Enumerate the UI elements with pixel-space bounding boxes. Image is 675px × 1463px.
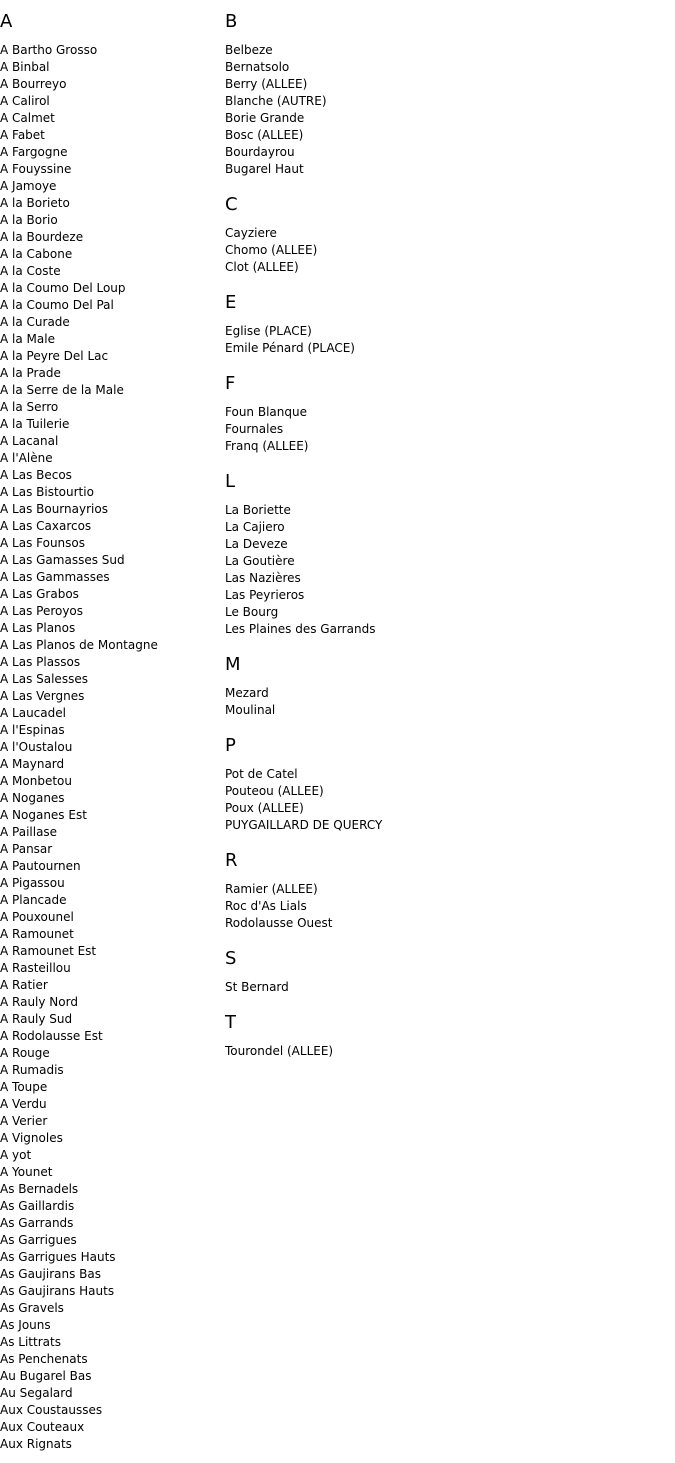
street-name-a-pouxounel: A Pouxounel bbox=[0, 910, 74, 924]
street-name-fournales: Fournales bbox=[225, 422, 284, 436]
letter-group-b bbox=[225, 11, 665, 178]
street-name-as-garrigues-hauts: As Garrigues Hauts bbox=[0, 1250, 116, 1264]
street-name-a-toupe: A Toupe bbox=[0, 1080, 48, 1094]
street-name-a-la-coumo-del-pal: A la Coumo Del Pal bbox=[0, 298, 114, 312]
street-name-les-plaines-des-garrands: Les Plaines des Garrands bbox=[225, 622, 376, 636]
street-name-a-la-peyre-del-lac: A la Peyre Del Lac bbox=[0, 349, 109, 363]
street-name-as-gaujirans-bas: As Gaujirans Bas bbox=[0, 1267, 101, 1281]
street-name-ramier-allee: Ramier (ALLEE) bbox=[225, 882, 318, 896]
street-name-la-goutiere: La Goutière bbox=[225, 554, 295, 568]
street-name-a-calmet: A Calmet bbox=[0, 111, 55, 125]
street-name-as-littrats: As Littrats bbox=[0, 1335, 61, 1349]
street-name-a-la-borio: A la Borio bbox=[0, 213, 58, 227]
letter-group-a bbox=[0, 11, 220, 1453]
letter-group-t bbox=[225, 1012, 665, 1060]
street-name-la-boriette: La Boriette bbox=[225, 503, 291, 517]
street-list bbox=[225, 979, 665, 996]
street-name-a-las-planos-de-montagne: A Las Planos de Montagne bbox=[0, 638, 158, 652]
street-name-a-rouge: A Rouge bbox=[0, 1046, 50, 1060]
street-name-a-la-curade: A la Curade bbox=[0, 315, 70, 329]
street-column-left bbox=[0, 0, 220, 1453]
street-name-a-la-serre-de-la-male: A la Serre de la Male bbox=[0, 383, 124, 397]
street-name-a-noganes: A Noganes bbox=[0, 791, 65, 805]
street-name-a-las-becos: A Las Becos bbox=[0, 468, 72, 482]
street-name-a-noganes-est: A Noganes Est bbox=[0, 808, 87, 822]
street-name-poux-allee: Poux (ALLEE) bbox=[225, 801, 304, 815]
street-name-a-las-gammasses: A Las Gammasses bbox=[0, 570, 110, 584]
street-name-as-bernadels: As Bernadels bbox=[0, 1182, 79, 1196]
letter-group-r bbox=[225, 850, 665, 932]
letter-group-s bbox=[225, 948, 665, 996]
street-name-aux-rignats: Aux Rignats bbox=[0, 1437, 72, 1451]
street-list bbox=[225, 766, 665, 834]
street-name-a-ramounet-est: A Ramounet Est bbox=[0, 944, 97, 958]
letter-group-c bbox=[225, 194, 665, 276]
street-name-a-fargogne: A Fargogne bbox=[0, 145, 68, 159]
street-name-a-monbetou: A Monbetou bbox=[0, 774, 72, 788]
street-name-a-bartho-grosso: A Bartho Grosso bbox=[0, 43, 98, 57]
street-column-right bbox=[225, 0, 665, 1060]
street-name-as-garrigues: As Garrigues bbox=[0, 1233, 77, 1247]
street-list bbox=[225, 1043, 665, 1060]
street-name-a-la-male: A la Male bbox=[0, 332, 55, 346]
street-name-puygaillard-de-quercy: PUYGAILLARD DE QUERCY bbox=[225, 818, 383, 832]
street-name-a-rodolausse-est: A Rodolausse Est bbox=[0, 1029, 103, 1043]
street-name-bernatsolo: Bernatsolo bbox=[225, 60, 290, 74]
street-name-a-verier: A Verier bbox=[0, 1114, 48, 1128]
street-name-a-las-caxarcos: A Las Caxarcos bbox=[0, 519, 92, 533]
letter-heading: C bbox=[225, 194, 238, 215]
street-name-a-plancade: A Plancade bbox=[0, 893, 67, 907]
street-name-aux-coustausses: Aux Coustausses bbox=[0, 1403, 103, 1417]
street-name-foun-blanque: Foun Blanque bbox=[225, 405, 307, 419]
street-name-a-la-bourdeze: A la Bourdeze bbox=[0, 230, 84, 244]
street-name-mezard: Mezard bbox=[225, 686, 269, 700]
street-name-as-gaujirans-hauts: As Gaujirans Hauts bbox=[0, 1284, 115, 1298]
letter-heading: T bbox=[225, 1012, 236, 1033]
street-name-bugarel-haut: Bugarel Haut bbox=[225, 162, 304, 176]
street-list bbox=[225, 881, 665, 932]
street-name-a-las-grabos: A Las Grabos bbox=[0, 587, 79, 601]
street-name-a-la-tuilerie: A la Tuilerie bbox=[0, 417, 70, 431]
street-list bbox=[225, 225, 665, 276]
street-name-a-younet: A Younet bbox=[0, 1165, 53, 1179]
street-name-a-las-planos: A Las Planos bbox=[0, 621, 76, 635]
street-name-a-paillase: A Paillase bbox=[0, 825, 58, 839]
street-name-a-rauly-nord: A Rauly Nord bbox=[0, 995, 78, 1009]
street-name-emile-penard-place: Emile Pénard (PLACE) bbox=[225, 341, 355, 355]
street-name-chomo-allee: Chomo (ALLEE) bbox=[225, 243, 318, 257]
street-name-au-bugarel-bas: Au Bugarel Bas bbox=[0, 1369, 92, 1383]
street-name-a-rauly-sud: A Rauly Sud bbox=[0, 1012, 73, 1026]
street-name-la-cajiero: La Cajiero bbox=[225, 520, 285, 534]
street-name-a-lacanal: A Lacanal bbox=[0, 434, 59, 448]
street-name-a-l-oustalou: A l'Oustalou bbox=[0, 740, 73, 754]
street-name-aux-couteaux: Aux Couteaux bbox=[0, 1420, 85, 1434]
street-name-a-las-plassos: A Las Plassos bbox=[0, 655, 81, 669]
street-list bbox=[0, 42, 220, 1453]
street-list bbox=[225, 404, 665, 455]
street-name-a-la-serro: A la Serro bbox=[0, 400, 59, 414]
street-name-a-las-bournayrios: A Las Bournayrios bbox=[0, 502, 108, 516]
street-name-berry-allee: Berry (ALLEE) bbox=[225, 77, 308, 91]
street-name-a-rasteillou: A Rasteillou bbox=[0, 961, 71, 975]
street-name-moulinal: Moulinal bbox=[225, 703, 276, 717]
street-name-a-pansar: A Pansar bbox=[0, 842, 53, 856]
street-name-a-fabet: A Fabet bbox=[0, 128, 45, 142]
street-name-a-las-peroyos: A Las Peroyos bbox=[0, 604, 84, 618]
street-name-franq-allee: Franq (ALLEE) bbox=[225, 439, 309, 453]
street-name-a-ratier: A Ratier bbox=[0, 978, 48, 992]
letter-group-e bbox=[225, 292, 665, 357]
street-name-a-laucadel: A Laucadel bbox=[0, 706, 66, 720]
street-name-a-binbal: A Binbal bbox=[0, 60, 50, 74]
street-name-a-pautournen: A Pautournen bbox=[0, 859, 81, 873]
street-name-a-rumadis: A Rumadis bbox=[0, 1063, 64, 1077]
street-name-a-la-borieto: A la Borieto bbox=[0, 196, 70, 210]
street-name-a-yot: A yot bbox=[0, 1148, 32, 1162]
street-name-las-nazieres: Las Nazières bbox=[225, 571, 301, 585]
street-name-la-deveze: La Deveze bbox=[225, 537, 288, 551]
letter-heading: P bbox=[225, 735, 236, 756]
street-name-a-las-salesses: A Las Salesses bbox=[0, 672, 88, 686]
letter-heading: A bbox=[0, 11, 13, 32]
street-name-le-bourg: Le Bourg bbox=[225, 605, 279, 619]
street-name-au-segalard: Au Segalard bbox=[0, 1386, 73, 1400]
street-name-a-calirol: A Calirol bbox=[0, 94, 50, 108]
street-name-a-ramounet: A Ramounet bbox=[0, 927, 74, 941]
street-name-pot-de-catel: Pot de Catel bbox=[225, 767, 298, 781]
street-name-rodolausse-ouest: Rodolausse Ouest bbox=[225, 916, 333, 930]
street-name-a-las-gamasses-sud: A Las Gamasses Sud bbox=[0, 553, 125, 567]
letter-group-l bbox=[225, 471, 665, 638]
street-name-las-peyrieros: Las Peyrieros bbox=[225, 588, 305, 602]
street-name-eglise-place: Eglise (PLACE) bbox=[225, 324, 312, 338]
street-name-a-las-bistourtio: A Las Bistourtio bbox=[0, 485, 94, 499]
street-name-a-l-alene: A l'Alène bbox=[0, 451, 53, 465]
street-name-bourdayrou: Bourdayrou bbox=[225, 145, 295, 159]
street-list bbox=[225, 685, 665, 719]
street-name-as-penchenats: As Penchenats bbox=[0, 1352, 88, 1366]
street-name-a-las-vergnes: A Las Vergnes bbox=[0, 689, 85, 703]
street-list bbox=[225, 502, 665, 638]
street-name-a-fouyssine: A Fouyssine bbox=[0, 162, 72, 176]
street-name-clot-allee: Clot (ALLEE) bbox=[225, 260, 299, 274]
letter-heading: R bbox=[225, 850, 238, 871]
letter-heading: S bbox=[225, 948, 237, 969]
street-name-a-l-espinas: A l'Espinas bbox=[0, 723, 65, 737]
street-name-a-la-prade: A la Prade bbox=[0, 366, 61, 380]
letter-heading: F bbox=[225, 373, 236, 394]
street-name-roc-d-as-lials: Roc d'As Lials bbox=[225, 899, 307, 913]
street-name-borie-grande: Borie Grande bbox=[225, 111, 305, 125]
street-name-st-bernard: St Bernard bbox=[225, 980, 289, 994]
street-name-tourondel-allee: Tourondel (ALLEE) bbox=[225, 1044, 334, 1058]
street-name-a-la-cabone: A la Cabone bbox=[0, 247, 73, 261]
letter-heading: B bbox=[225, 11, 238, 32]
street-name-belbeze: Belbeze bbox=[225, 43, 273, 57]
street-name-as-gravels: As Gravels bbox=[0, 1301, 64, 1315]
letter-group-f bbox=[225, 373, 665, 455]
letter-heading: L bbox=[225, 471, 236, 492]
street-name-a-pigassou: A Pigassou bbox=[0, 876, 65, 890]
letter-group-p bbox=[225, 735, 665, 834]
street-name-a-las-founsos: A Las Founsos bbox=[0, 536, 86, 550]
street-name-cayziere: Cayziere bbox=[225, 226, 277, 240]
street-name-as-gaillardis: As Gaillardis bbox=[0, 1199, 75, 1213]
street-list bbox=[225, 42, 665, 178]
letter-group-m bbox=[225, 654, 665, 719]
street-list bbox=[225, 323, 665, 357]
letter-heading: M bbox=[225, 654, 241, 675]
street-name-pouteou-allee: Pouteou (ALLEE) bbox=[225, 784, 324, 798]
street-name-as-garrands: As Garrands bbox=[0, 1216, 74, 1230]
street-name-blanche-autre: Blanche (AUTRE) bbox=[225, 94, 327, 108]
street-name-as-jouns: As Jouns bbox=[0, 1318, 51, 1332]
letter-heading: E bbox=[225, 292, 237, 313]
street-name-a-maynard: A Maynard bbox=[0, 757, 65, 771]
street-name-a-verdu: A Verdu bbox=[0, 1097, 47, 1111]
street-name-bosc-allee: Bosc (ALLEE) bbox=[225, 128, 304, 142]
street-name-a-jamoye: A Jamoye bbox=[0, 179, 57, 193]
street-name-a-la-coste: A la Coste bbox=[0, 264, 61, 278]
street-name-a-la-coumo-del-loup: A la Coumo Del Loup bbox=[0, 281, 126, 295]
street-name-a-vignoles: A Vignoles bbox=[0, 1131, 63, 1145]
street-name-a-bourreyo: A Bourreyo bbox=[0, 77, 67, 91]
